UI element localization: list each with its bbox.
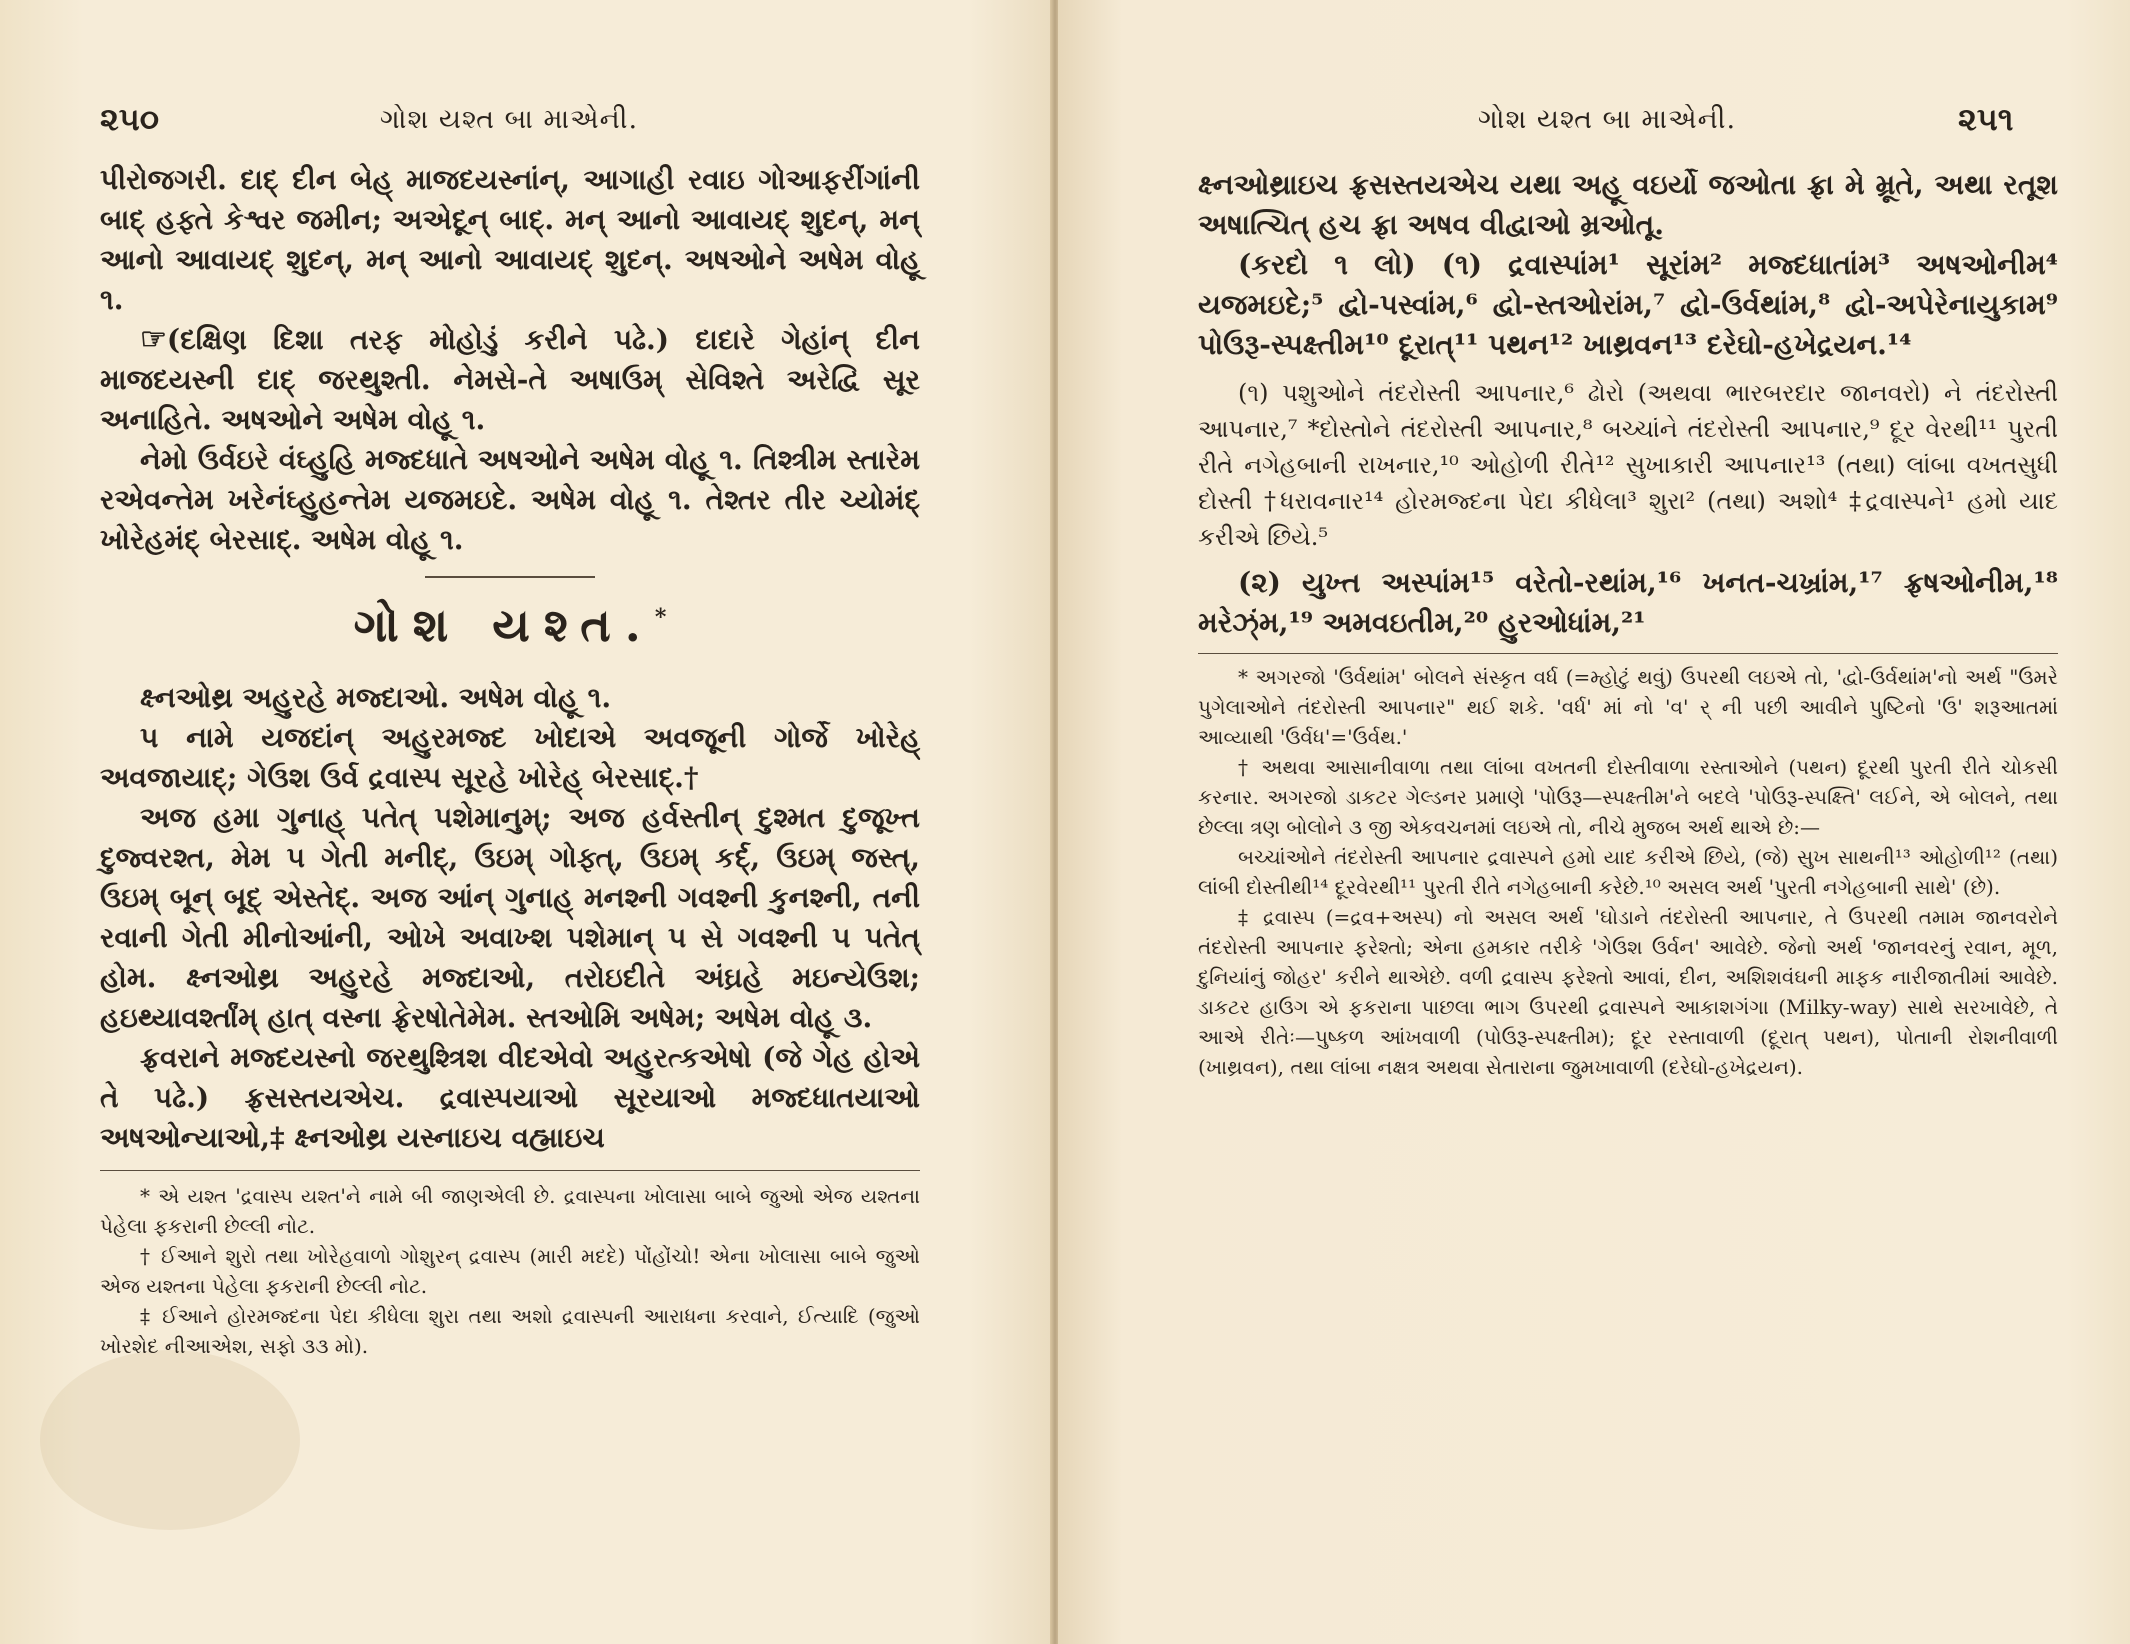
footnote-rule — [1198, 653, 2058, 654]
paragraph: અજ હમા ગુનાહ્ પતેત્ પશેમાનુમ્; અજ હર્વસ્તીન્ દુશ્મત દુજૂખ્ત દુજ્વરશ્ત, મેમ ૫ ગેતી મનીદ્, ઉઇમ્ ગોફ્ત્, ઉઇમ્ કર્દ્, ઉઇમ્ જસ્ત્, ઉઇમ્ બૂન્ બૂદ્ એસ્તેદ્. અજ આંન્ ગુનાહ્ મનશ્ની ગવશ્ની કુનશ્ની, તની રવાની ગેતી મીનોઆંની, ઓખે અવાખ્શ પશેમાન્ ૫ સે ગવશ્ની ૫ પતેત્ હોમ. ક્ષ્નઓથ્ર અહુરહે મજ્દાઓ, તરોઇદીતે અંઘ્રહે મઇન્યેઉશ; હઇથ્યાવર્શ્તાંમ્ હાત્ વસ્ના ફ્રેરષોતેમેમ. સ્તઓમિ અષેમ; અષેમ વોહૂ ૩. — [100, 801, 920, 1034]
footnote: ‡ દ્રવાસ્પ (=દ્રવ+અસ્પ) નો અસલ અર્થ 'ઘોડાને તંદરોસ્તી આપનાર, તે ઉપરથી તમામ જાનવરોને તંદરોસ્તી આપનાર ફરેશ્તો; એના હમકાર તરીકે 'ગેઉશ ઉર્વન' આવેછે. જેનો અર્થ 'જાનવરનું રવાન, મૂળ, દુનિયાંનું જોહર' કરીને થાએછે. વળી દ્રવાસ્પ ફરેશ્તો આવાં, દીન, અશિશવંઘની માફક નારીજાતીમાં આવેછે. ડાકટર હાઉગ એ ફકરાના પાછલા ભાગ ઉપરથી દ્રવાસ્પને આકાશગંગા (Milky-way) સાથે સરખાવેછે, તે આએ રીતેઃ—પુષ્કળ આંખવાળી (પોઉરૂ-સ્પક્ષ્તીમ); દૂર રસ્તાવાળી (દૂરાત્ પથન), પોતાની રોશનીવાળી (ખાથ્રવન), તથા લાંબા નક્ષત્ર અથવા સેતારાના જુમખાવાળી (દરેઘો-હખેદ્રયન). — [1198, 905, 2058, 1079]
paragraph: નેમો ઉર્વઇરે વંઘ્હુહિ મજ્દધાતે અષઓને અષેમ વોહૂ ૧. તિશ્ત્રીમ સ્તારેમ રએવન્તેમ ખરેનંઘ્હુહન્તેમ યજમઇદે. અષેમ વોહૂ ૧. તેશ્તર તીર ચ્યોમંદ્ ખોરેહમંદ્ બેરસાદ્. અષેમ વોહૂ ૧. — [100, 443, 920, 556]
paragraph: ફ્રવરાને મજ્દયસ્નો જરથુશ્ત્રિશ વીદએવો અહુરત્કએષો (જે ગેહ હોએ તે પઢે.) ફ્રસસ્તયએચ. દ્રવાસ્પયાઓ સૂરયાઓ મજ્દધાતયાઓ અષઓન્યાઓ,‡ ક્ષ્નઓથ્ર યસ્નાઇચ વહ્માઇચ — [100, 1041, 920, 1154]
left-column — [100, 160, 920, 1361]
footnote: * એ યશ્ત 'દ્રવાસ્પ યશ્ત'ને નામે બી જાણએલી છે. દ્રવાસ્પના ખોલાસા બાબે જુઓ એજ યશ્તના પેહેલા ફકરાની છેલ્લી નોટ. — [100, 1184, 920, 1238]
title-text: ગોશ યશ્ત. — [353, 598, 655, 652]
right-page — [1058, 0, 2130, 1644]
footnote: બચ્ચાંઓને તંદરોસ્તી આપનાર દ્રવાસ્પને હમો યાદ કરીએ છિયે, (જે) સુખ સાથની¹³ ઓહોળી¹² (તથા) લાંબી દોસ્તીથી¹⁴ દૂરવેરથી¹¹ પુરતી રીતે નગેહબાની કરેછે.¹⁰ અસલ અર્થ 'પુરતી નગેહબાની સાથે' (છે). — [1198, 845, 2058, 899]
paragraph: ક્ષ્નઓથ્રાઇચ ફ્રસસ્તયએચ યથા અહૂ વઇર્યો જઓતા ફ્રા મે મ્રૂતે, અથા રતૂશ અષાત્ચિત્ હચ ફ્રા અષવ વીદ્વાઓ મ્રઓતૂ. — [1198, 168, 2058, 241]
divider — [425, 576, 595, 578]
paragraph-text: (દક્ષિણ દિશા તરફ મોહોડું કરીને પઢે.) દાદારે ગેહાંન્ દીન માજદયસ્ની દાદ્ જરથુશ્તી. નેમસે-તે અષાઉમ્ સેવિશ્તે અરેદ્વિ સૂર અનાહિતે. અષઓને અષેમ વોહૂ ૧. — [100, 323, 920, 436]
paragraph: ક્ષ્નઓથ્ર અહુરહે મજ્દાઓ. અષેમ વોહૂ ૧. — [140, 681, 612, 714]
paragraph: (૧) પશુઓને તંદરોસ્તી આપનાર,⁶ ઢોરો (અથવા ભારબરદાર જાનવરો) ને તંદરોસ્તી આપનાર,⁷ *દોસ્તોને તંદરોસ્તી આપનાર,⁸ બચ્ચાંને તંદરોસ્તી આપનાર,⁹ દૂર વેરથી¹¹ પુરતી રીતે નગેહબાની રાખનાર,¹⁰ ઓહોળી રીતે¹² સુખાકારી આપનાર¹³ (તથા) લાંબા વખતસુધી દોસ્તી †ધરાવનાર¹⁴ હોરમજ્દના પેદા કીધેલા³ શુરા² (તથા) અશો⁴ ‡દ્રવાસ્પને¹ હમો યાદ કરીએ છિયે.⁵ — [1198, 379, 2058, 551]
paragraph: ૫ નામે યજદાંન્ અહુરમજ્દ ખોદાએ અવજૂની ગોર્જે ખોરેહ્ અવજાયાદ્; ગેઉશ ઉર્વ દ્રવાસ્પ સૂરહે ખોરેહ્ બેરસાદ્.† — [100, 721, 920, 794]
paper-stain — [40, 1350, 300, 1530]
footnote-rule — [100, 1170, 920, 1171]
footnote: † ઈઆને શુરો તથા ખોરેહવાળો ગોશુરન્ દ્રવાસ્પ (મારી મદદે) પોંહોંચો! એના ખોલાસા બાબે જુઓ એજ યશ્તના પેહેલા ફકરાની છેલ્લી નોટ. — [100, 1244, 920, 1298]
footnote: * અગરજો 'ઉર્વથાંમ' બોલને સંસ્કૃત વર્ધ (=મ્હોટું થવું) ઉપરથી લઇએ તો, 'દ્વો-ઉર્વથાંમ'નો અર્થ "ઉમરે પુગેલાઓને તંદરોસ્તી આપનાર" થઈ શકે. 'વર્ધ' માં નો 'વ' ર્ ની પછી આવીને પુષ્ટિનો 'ઉ' શરૂઆતમાં આવ્યાથી 'ઉર્વધ'='ઉર્વથ.' — [1198, 665, 2058, 749]
left-page — [0, 0, 1052, 1644]
page-number: ૨૫૦ — [100, 100, 160, 138]
paragraph — [100, 320, 920, 440]
page-number: ૨૫૧ — [1958, 100, 2014, 138]
paragraph: પીરોજગરી. દાદ્ દીન બેહ્ માજદયસ્નાંન્, આગાહી રવાઇ ગોઆફરીંગાંની બાદ્ હફ્તે કેશ્વર જમીન; અએદૂન્ બાદ્. મન્ આનો આવાયદ્ શુદન્, મન્ આનો આવાયદ્ શુદન્, મન્ આનો આવાયદ્ શુદન્. અષઓને અષેમ વોહૂ ૧. — [100, 163, 920, 316]
footnote: ‡ ઈઆને હોરમજ્દના પેદા કીધેલા શુરા તથા અશો દ્રવાસ્પની આરાધના કરવાને, ઈત્યાદિ (જુઓ ખોરશેદ નીઆએશ, સફો ૩૩ મો). — [100, 1304, 920, 1358]
paragraph: (૨) યુખ્ત અસ્પાંમ¹⁵ વરેતો-રથાંમ,¹⁶ ખનત-ચખ્રાંમ,¹⁷ ફ્રષઓનીમ,¹⁸ મરેઝ્ંમ,¹⁹ અમવઇતીમ,²⁰ હુરઓધાંમ,²¹ — [1198, 566, 2058, 639]
footnote: † અથવા આસાનીવાળા તથા લાંબા વખતની દોસ્તીવાળા રસ્તાઓને (પથન) દૂરથી પુરતી રીતે ચોકસી કરનાર. અગરજો ડાકટર ગેલ્ડનર પ્રમાણે 'પોઉરૂ—સ્પક્ષ્તીમ'ને બદલે 'પોઉરૂ-સ્પક્ષ્તિ' લઈને, એ બોલને, તથા છેલ્લા ત્રણ બોલોને ૩ જી એકવચનમાં લઇએ તો, નીચે મુજબ અર્થ થાએ છે:— — [1198, 755, 2058, 839]
paragraph: (કરદો ૧ લો) (૧) દ્રવાસ્પાંમ¹ સૂરાંમ² મજ્દધાતાંમ³ અષઓનીમ⁴ યજમઇદે;⁵ દ્વો-પસ્વાંમ,⁶ દ્વો-સ્તઓરાંમ,⁷ દ્વો-ઉર્વથાંમ,⁸ દ્વો-અપેરેનાયુકામ⁹ પોઉરૂ-સ્પક્ષ્તીમ¹⁰ દૂરાત્¹¹ પથન¹² ખાથ્રવન¹³ દરેઘો-હખેદ્રયન.¹⁴ — [1198, 248, 2058, 361]
right-column — [1198, 165, 2058, 1082]
pointing-hand-icon: ☞ — [140, 322, 167, 357]
title-footnote-mark: * — [654, 604, 667, 631]
section-title — [100, 598, 920, 654]
running-header: ગોશ યશ્ત બા માએની. — [1478, 104, 1737, 135]
running-header: ગોશ યશ્ત બા માએની. — [380, 104, 639, 135]
